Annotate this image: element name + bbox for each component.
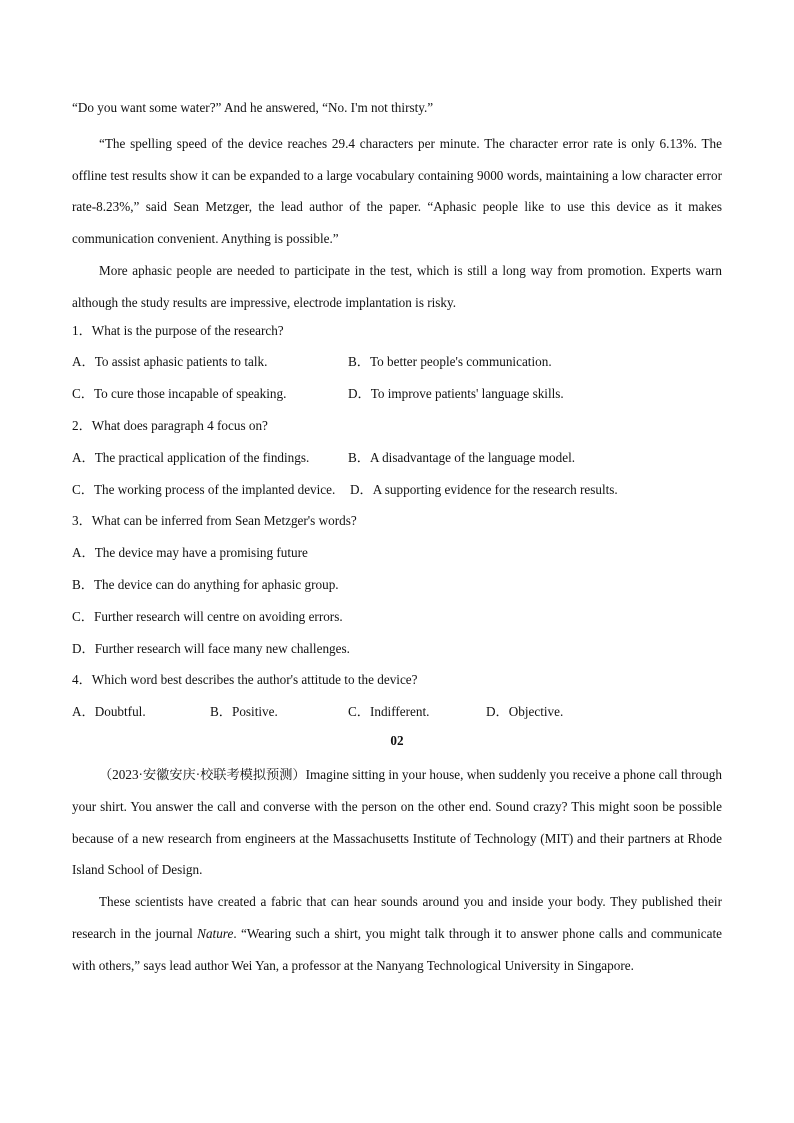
journal-name: Nature (197, 925, 234, 941)
passage-paragraph (72, 886, 722, 981)
paragraph-text: . “Wearing such a shirt, you might talk through it to answer phone calls and communicate with others,” says lead author Wei Yan, a professor at the Nanyang Technological University in Singapore. (72, 925, 722, 973)
question-stem: 1．What is the purpose of the research? (72, 322, 284, 338)
section-number: 02 (390, 732, 404, 748)
option-c: C．Further research will centre on avoiding errors. (72, 608, 343, 624)
option-row (72, 700, 722, 732)
option-c: C．The working process of the implanted device. (72, 481, 336, 497)
option-d: D．Objective. (486, 704, 564, 720)
option-b: B．The device can do anything for aphasic group. (72, 576, 339, 592)
option-c: C．Indifferent. (348, 704, 430, 720)
option-row (72, 478, 722, 510)
question-stem: 4．Which word best describes the author's attitude to the device? (72, 672, 418, 688)
option-a: A．The device may have a promising future (72, 545, 308, 561)
option-b: B．Positive. (210, 704, 278, 720)
option-d: D．Further research will face many new challenges. (72, 640, 350, 656)
passage-paragraph: “The spelling speed of the device reaches 29.4 characters per minute. The character error rate is only 6.13%. The offline test results show it can be expanded to a large vocabulary containing 9000 words, maintaining a low character error rate-8.23%,” said Sean Metzger, the lead author of the paper. “Aphasic people like to use this device as it makes communication convenient. Anything is possible.” (72, 135, 722, 247)
option-d: D．To improve patients' language skills. (348, 386, 564, 402)
passage-paragraph: More aphasic people are needed to participate in the test, which is still a long way from promotion. Experts warn although the study results are impressive, electrode implantation is risky. (72, 262, 722, 310)
option-row (72, 382, 722, 414)
option-row (72, 446, 722, 478)
document-page (72, 96, 722, 982)
option-b: B．To better people's communication. (348, 354, 552, 370)
option-c: C．To cure those incapable of speaking. (72, 386, 287, 402)
option-a: A．Doubtful. (72, 704, 146, 720)
option-a: A．To assist aphasic patients to talk. (72, 354, 268, 370)
option-d: D．A supporting evidence for the research results. (350, 481, 618, 497)
question-stem: 3．What can be inferred from Sean Metzger's words? (72, 513, 357, 529)
passage-line: “Do you want some water?” And he answered, “No. I'm not thirsty.” (72, 100, 434, 115)
option-row (72, 350, 722, 382)
option-a: A．The practical application of the findings. (72, 449, 310, 465)
option-b: B．A disadvantage of the language model. (348, 449, 576, 465)
question-stem: 2．What does paragraph 4 focus on? (72, 417, 268, 433)
paragraph-text: These scientists have created a fabric that can hear sounds around you and inside your body. They published their research in the journal (72, 894, 722, 941)
passage-paragraph: （2023·安徽安庆·校联考模拟预测）Imagine sitting in your house, when suddenly you receive a phone call through your shirt. You answer the call and converse with the person on the other end. Sound crazy? This might soon be possible because of a new research from engineers at the Massachusetts Institute of Technology (MIT) and their partners at Rhode Island School of Design. (72, 766, 722, 878)
